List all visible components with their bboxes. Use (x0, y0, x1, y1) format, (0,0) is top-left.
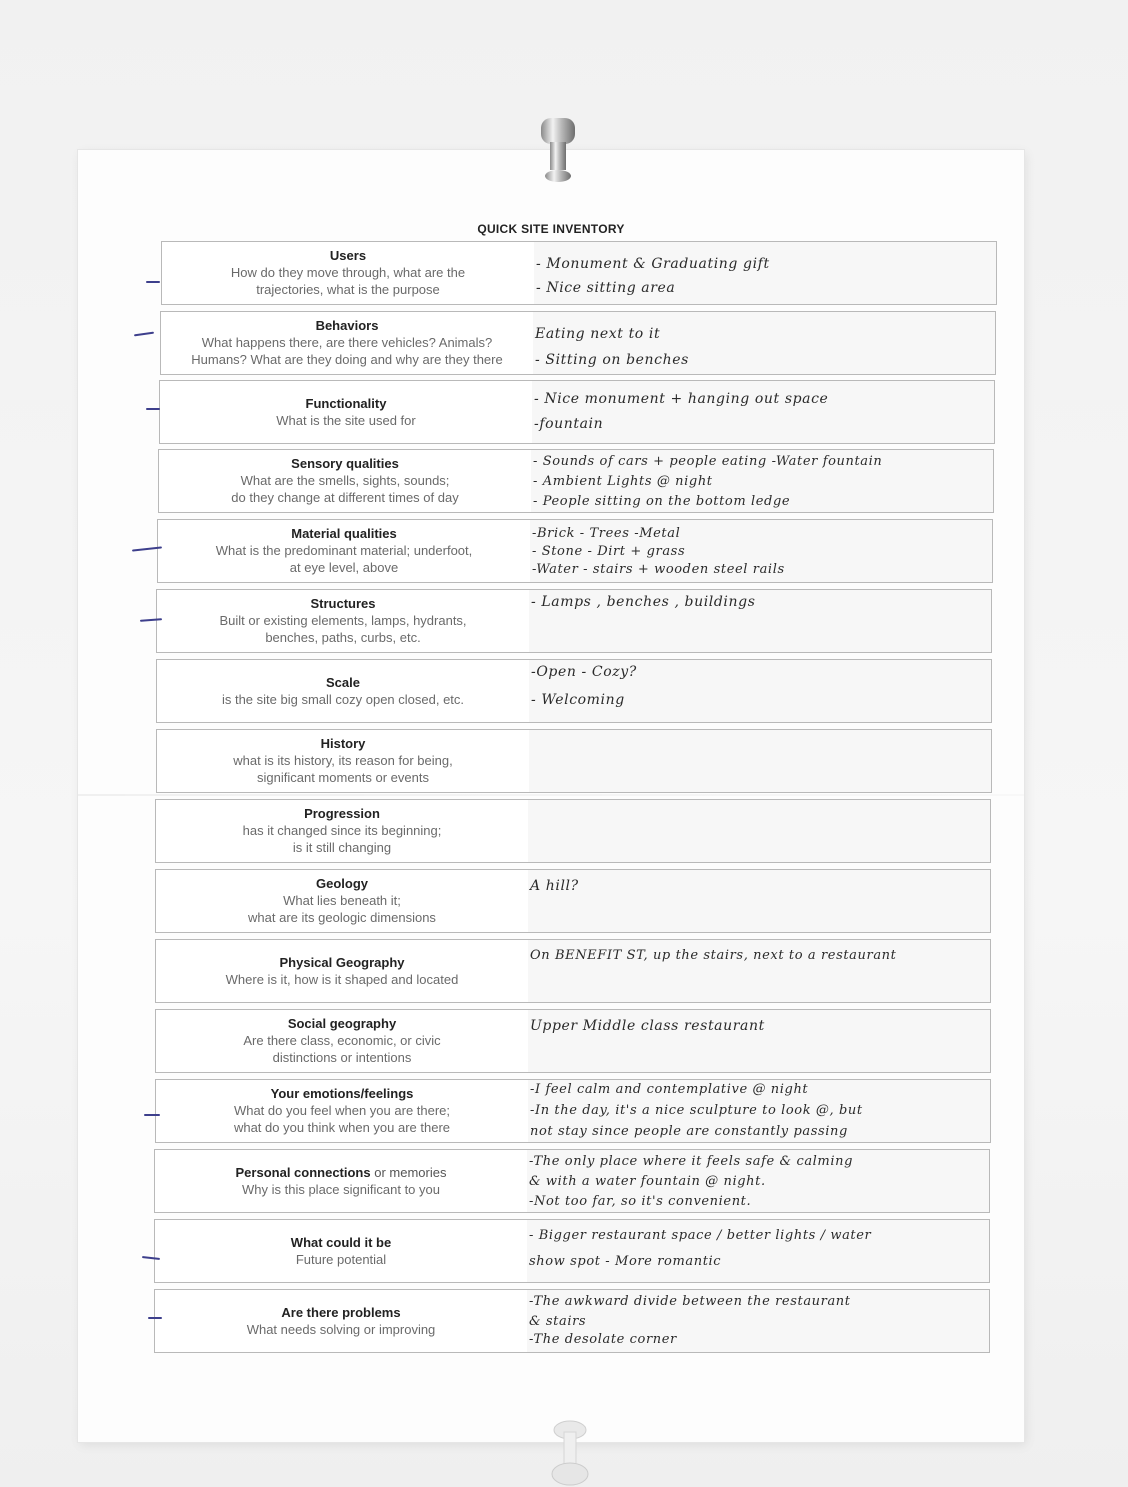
row-label (157, 660, 529, 722)
handwritten-note: -In the day, it's a nice sculpture to look @, but (530, 1103, 863, 1118)
row-material-qualities (157, 519, 993, 583)
row-title: Social geography (287, 1016, 397, 1031)
handwritten-note: Upper Middle class restaurant (530, 1018, 765, 1034)
row-label (156, 870, 528, 932)
row-label (162, 242, 534, 304)
row-title: Functionality (305, 395, 387, 411)
row-desc: What needs solving or improving (246, 1321, 436, 1337)
row-social-geography (155, 1009, 991, 1073)
pen-tick-mark (148, 1317, 162, 1319)
handwritten-note: - Sounds of cars + people eating -Water fountain (533, 454, 883, 469)
row-desc: trajectories, what is the purpose (256, 282, 440, 297)
row-desc: do they change at different times of day (231, 490, 459, 505)
row-desc: What do you feel when you are there; (233, 1103, 451, 1118)
row-title: Geology (315, 876, 368, 891)
row-label (161, 312, 533, 374)
row-history (156, 729, 992, 793)
handwritten-note: -Open - Cozy? (531, 664, 637, 680)
handwritten-note: -The awkward divide between the restaurant (529, 1294, 851, 1309)
pen-tick-mark (146, 281, 160, 283)
row-geology (155, 869, 991, 933)
handwritten-note: -The desolate corner (529, 1332, 677, 1347)
row-desc: is it still changing (292, 840, 392, 855)
row-desc: Why is this place significant to you (242, 1181, 440, 1197)
handwritten-note: -I feel calm and contemplative @ night (530, 1082, 809, 1097)
handwritten-note: - Stone - Dirt + grass (532, 544, 686, 559)
row-problems (154, 1289, 990, 1353)
answer-area (528, 870, 990, 932)
row-title: Structures (310, 596, 376, 611)
row-emotions-feelings (155, 1079, 991, 1143)
row-desc: what is its history, its reason for being, (233, 753, 453, 768)
row-functionality (159, 380, 995, 444)
handwritten-note: & with a water fountain @ night. (529, 1174, 766, 1189)
handwritten-note: - Nice monument + hanging out space (534, 391, 829, 407)
row-desc: What is the site used for (276, 412, 416, 428)
row-what-could-it-be (154, 1219, 990, 1283)
handwritten-note: -fountain (534, 416, 604, 432)
row-scale (156, 659, 992, 723)
row-label (155, 1290, 527, 1352)
metal-push-pin-icon (538, 118, 578, 184)
handwritten-note: - Bigger restaurant space / better lights / water (529, 1228, 872, 1243)
row-desc: what do you think when you are there (233, 1120, 451, 1135)
row-desc: is the site big small cozy open closed, etc. (221, 691, 465, 707)
pen-tick-mark (144, 1114, 160, 1116)
row-physical-geography (155, 939, 991, 1003)
row-title: Users (329, 248, 367, 263)
handwritten-note: - Sitting on benches (535, 352, 689, 368)
row-desc: benches, paths, curbs, etc. (265, 630, 421, 645)
row-label (158, 520, 530, 582)
row-label (156, 1010, 528, 1072)
row-label (157, 730, 529, 792)
handwritten-note: -The only place where it feels safe & calming (529, 1154, 854, 1169)
row-desc: Are there class, economic, or civic (243, 1033, 441, 1048)
row-sensory-qualities (158, 449, 994, 513)
row-label (155, 1150, 527, 1212)
handwritten-note: -Brick - Trees -Metal (532, 526, 681, 541)
row-desc: What lies beneath it; (283, 893, 401, 908)
handwritten-note: -Not too far, so it's convenient. (529, 1194, 752, 1209)
row-title: Are there problems (281, 1304, 401, 1320)
handwritten-note: show spot - More romantic (529, 1254, 722, 1269)
row-personal-connections (154, 1149, 990, 1213)
row-progression (155, 799, 991, 863)
handwritten-note: - People sitting on the bottom ledge (533, 494, 791, 509)
row-desc: has it changed since its beginning; (242, 823, 442, 838)
row-title: What could it be (290, 1234, 392, 1250)
row-label (159, 450, 531, 512)
handwritten-note: - Monument & Graduating gift (536, 256, 770, 272)
row-desc: distinctions or intentions (272, 1050, 412, 1065)
row-desc: Humans? What are they doing and why are they there (191, 352, 503, 367)
answer-area (528, 800, 990, 862)
row-desc: What happens there, are there vehicles? Animals? (201, 335, 493, 350)
row-label (160, 381, 532, 443)
row-desc: Where is it, how is it shaped and located (225, 971, 459, 987)
row-label (156, 1080, 528, 1142)
row-title: Your emotions/feelings (270, 1086, 414, 1101)
pen-tick-mark (134, 332, 154, 337)
row-structures (156, 589, 992, 653)
worksheet-paper (78, 150, 1024, 1442)
row-behaviors (160, 311, 996, 375)
row-label (156, 800, 528, 862)
handwritten-note: not stay since people are constantly passing (530, 1124, 848, 1139)
row-label (156, 940, 528, 1002)
row-desc: at eye level, above (289, 560, 399, 575)
row-desc: How do they move through, what are the (230, 265, 466, 280)
row-title-bold: Personal connections (235, 1164, 371, 1180)
row-title-extra: or memories (370, 1164, 447, 1180)
row-desc: Built or existing elements, lamps, hydrants, (219, 613, 467, 628)
handwritten-note: - Lamps , benches , buildings (531, 594, 756, 610)
row-desc: significant moments or events (257, 770, 429, 785)
handwritten-note: A hill? (530, 878, 579, 894)
paper-fold-line (78, 794, 1024, 796)
row-users (161, 241, 997, 305)
row-desc: Future potential (295, 1251, 387, 1267)
row-desc: What are the smells, sights, sounds; (240, 473, 450, 488)
handwritten-note: - Welcoming (531, 692, 625, 708)
row-label (155, 1220, 527, 1282)
pen-tick-mark (146, 408, 160, 410)
row-title: Physical Geography (279, 954, 405, 970)
handwritten-note: & stairs (529, 1314, 587, 1329)
row-title: History (320, 736, 366, 751)
row-title (236, 1165, 447, 1181)
handwritten-note: - Ambient Lights @ night (533, 474, 713, 489)
row-label (157, 590, 529, 652)
row-desc: what are its geologic dimensions (248, 910, 436, 925)
handwritten-note: Eating next to it (535, 326, 661, 342)
handwritten-note: - Nice sitting area (536, 280, 676, 296)
row-title: Sensory qualities (291, 456, 399, 471)
clear-push-pin-icon (548, 1418, 592, 1487)
document-title: QUICK SITE INVENTORY (477, 222, 625, 236)
row-desc: What is the predominant material; underfoot, (215, 543, 473, 558)
row-title: Scale (326, 674, 360, 690)
answer-area (529, 730, 991, 792)
row-title: Behaviors (315, 318, 379, 333)
handwritten-note: On BENEFIT ST, up the stairs, next to a restaurant (530, 948, 897, 963)
row-title: Material qualities (291, 526, 397, 541)
row-title: Progression (304, 806, 380, 821)
handwritten-note: -Water - stairs + wooden steel rails (532, 562, 785, 577)
